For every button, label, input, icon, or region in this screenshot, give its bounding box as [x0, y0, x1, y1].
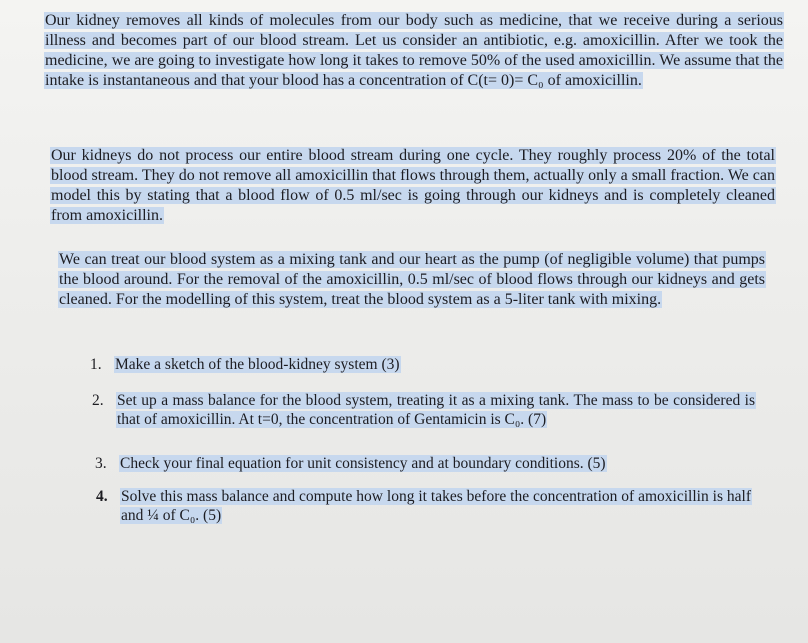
- question-item-4: [96, 487, 752, 525]
- question-item-1: [90, 355, 450, 374]
- question-number-4: 4.: [96, 488, 108, 505]
- question-number-3: 3.: [95, 455, 107, 472]
- question-number-2: 2.: [92, 392, 104, 409]
- question-text-3[interactable]: Check your final equation for unit consistency and at boundary conditions. (5): [120, 455, 606, 472]
- question-item-2: [92, 391, 756, 429]
- question-text-4[interactable]: Solve this mass balance and compute how long it takes before the concentration of amoxicillin is half and ¼ of C₀. (5): [121, 488, 751, 524]
- question-item-3: [95, 454, 673, 473]
- question-number-1: 1.: [90, 356, 102, 373]
- mixing-tank-paragraph: [58, 250, 766, 310]
- kidney-paragraph: [50, 146, 776, 226]
- question-text-2[interactable]: Set up a mass balance for the blood system, treating it as a mixing tank. The mass to be considered is that of amoxicillin. At t=0, the concentration of Gentamicin is C₀. (7): [117, 392, 755, 428]
- question-text-1[interactable]: Make a sketch of the blood-kidney system (3): [115, 356, 400, 373]
- intro-paragraph: [44, 11, 784, 91]
- intro-paragraph-text[interactable]: Our kidney removes all kinds of molecules from our body such as medicine, that we receive during a serious illness and becomes part of our blood stream. Let us consider an antibiotic, e.g. amoxicillin. After we took the medicine, we are going to investigate how long it takes to remove 50% of the used amoxicillin. We assume that the intake is instantaneous and that your blood has a concentration of C(t= 0)= C₀ of amoxicillin.: [45, 12, 783, 89]
- mixing-tank-paragraph-text[interactable]: We can treat our blood system as a mixing tank and our heart as the pump (of negligible volume) that pumps the blood around. For the removal of the amoxicillin, 0.5 ml/sec of blood flows through our kidneys and gets cleaned. For the modelling of this system, treat the blood system as a 5-liter tank with mixing.: [59, 251, 765, 308]
- kidney-paragraph-text[interactable]: Our kidneys do not process our entire blood stream during one cycle. They roughly process 20% of the total blood stream. They do not remove all amoxicillin that flows through them, actually only a small fraction. We can model this by stating that a blood flow of 0.5 ml/sec is going through our kidneys and is completely cleaned from amoxicillin.: [51, 147, 775, 224]
